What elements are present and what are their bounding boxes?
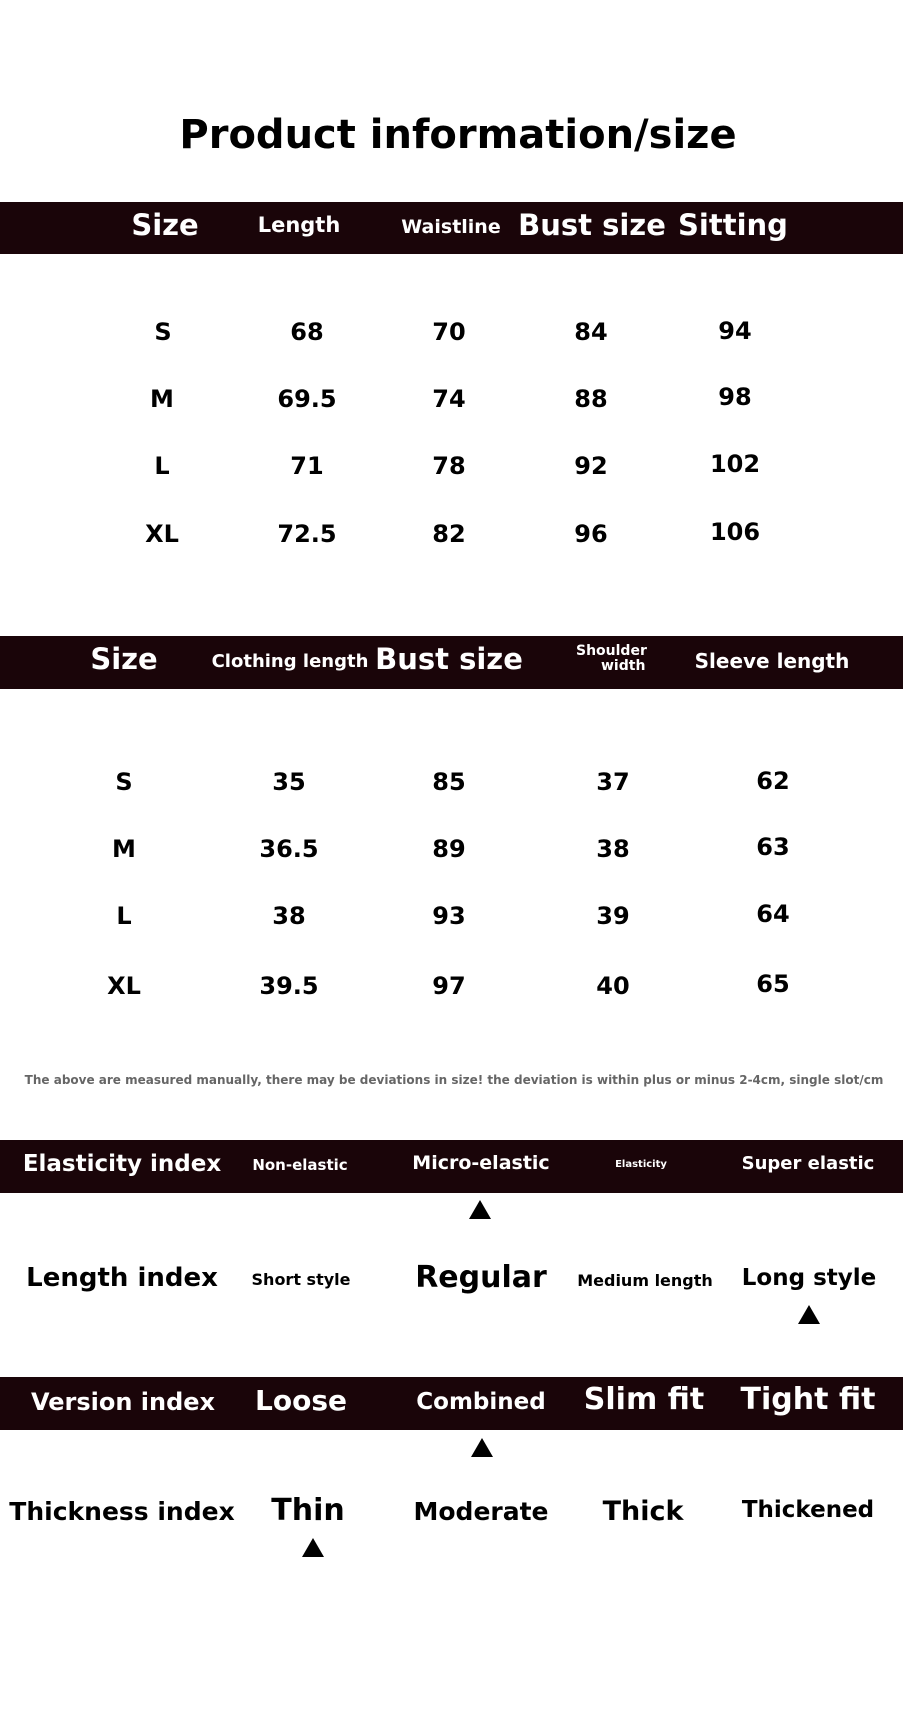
table1-header [0, 202, 903, 254]
table2-header-clothing-length: Clothing length [211, 651, 369, 672]
elasticity-selected-marker [469, 1200, 491, 1219]
thickness-selected-marker [302, 1538, 324, 1557]
table2-cell: 35 [272, 768, 306, 796]
version-label: Version index [30, 1388, 216, 1416]
version-option: Loose [255, 1384, 347, 1417]
table2-header-sleeve-length: Sleeve length [694, 649, 850, 673]
measurement-note: The above are measured manually, there may be deviations in size! the deviation is within plus or minus 2-4cm, single slot/cm [24, 1073, 884, 1087]
table2-cell: 38 [272, 902, 306, 930]
length-option: Regular [415, 1260, 547, 1295]
version-option: Tight fit [740, 1382, 876, 1417]
length-label: Length index [26, 1263, 218, 1293]
table1-cell: 78 [432, 452, 466, 480]
table2-cell: 62 [756, 767, 790, 795]
table2-cell: M [112, 835, 136, 863]
table2-cell: 85 [432, 768, 466, 796]
table2-cell: XL [107, 972, 141, 1000]
table2-cell: 40 [596, 972, 630, 1000]
elasticity-option: Non-elastic [252, 1156, 348, 1174]
table1-cell: 69.5 [277, 385, 337, 413]
table1-cell: 72.5 [277, 520, 337, 548]
table1-cell: 94 [718, 317, 752, 345]
thickness-option: Thick [602, 1496, 684, 1527]
thickness-option: Thin [271, 1493, 345, 1528]
elasticity-option: Micro-elastic [412, 1152, 550, 1174]
table2-cell: 37 [596, 768, 630, 796]
page-title: Product information/size [179, 112, 737, 158]
elasticity-option: Super elastic [741, 1153, 875, 1174]
length-option: Long style [741, 1265, 877, 1291]
version-selected-marker [471, 1438, 493, 1457]
table2-cell: 63 [756, 833, 790, 861]
elasticity-band [0, 1140, 903, 1193]
table2-cell: 65 [756, 970, 790, 998]
table1-cell: 71 [290, 452, 324, 480]
thickness-option: Thickened [741, 1497, 875, 1523]
table2-header-width: width [601, 658, 646, 674]
version-band [0, 1377, 903, 1430]
length-option: Short style [251, 1270, 351, 1289]
elasticity-label: Elasticity index [22, 1151, 222, 1177]
table2-cell: 39 [596, 902, 630, 930]
table1-header-waistline: Waistline [401, 216, 501, 238]
table1-header-sitting: Sitting [678, 208, 788, 242]
table2-cell: L [116, 902, 132, 930]
table2-header-shoulder: Shoulder [576, 643, 647, 659]
table2-cell: 89 [432, 835, 466, 863]
version-option: Combined [416, 1389, 546, 1415]
table1-cell: 92 [574, 452, 608, 480]
table1-cell: L [154, 452, 170, 480]
length-selected-marker [798, 1305, 820, 1324]
thickness-label: Thickness index [9, 1497, 235, 1526]
table1-cell: 84 [574, 318, 608, 346]
thickness-option: Moderate [413, 1497, 549, 1526]
table1-cell: 68 [290, 318, 324, 346]
table1-cell: S [154, 318, 172, 346]
table2-cell: 38 [596, 835, 630, 863]
table1-cell: 98 [718, 383, 752, 411]
table1-cell: 88 [574, 385, 608, 413]
table1-cell: 70 [432, 318, 466, 346]
table2-cell: 36.5 [259, 835, 319, 863]
elasticity-option: Elasticity [615, 1159, 667, 1170]
table1-header-length: Length [257, 213, 341, 237]
table1-cell: 74 [432, 385, 466, 413]
table1-cell: 102 [709, 450, 761, 478]
table1-cell: XL [145, 520, 179, 548]
length-option: Medium length [577, 1271, 713, 1290]
table1-cell: M [150, 385, 174, 413]
table2-cell: 39.5 [259, 972, 319, 1000]
table2-cell: 64 [756, 900, 790, 928]
table1-cell: 82 [432, 520, 466, 548]
version-option: Slim fit [583, 1382, 705, 1417]
table1-header-bust: Bust size [518, 208, 666, 242]
table2-cell: S [115, 768, 133, 796]
table2-header-size: Size [90, 642, 158, 676]
table2-cell: 97 [432, 972, 466, 1000]
table1-header-size: Size [131, 208, 199, 242]
table2-header-bust: Bust size [375, 642, 523, 676]
table2-header [0, 636, 903, 689]
table1-cell: 106 [709, 518, 761, 546]
table1-cell: 96 [574, 520, 608, 548]
table2-cell: 93 [432, 902, 466, 930]
